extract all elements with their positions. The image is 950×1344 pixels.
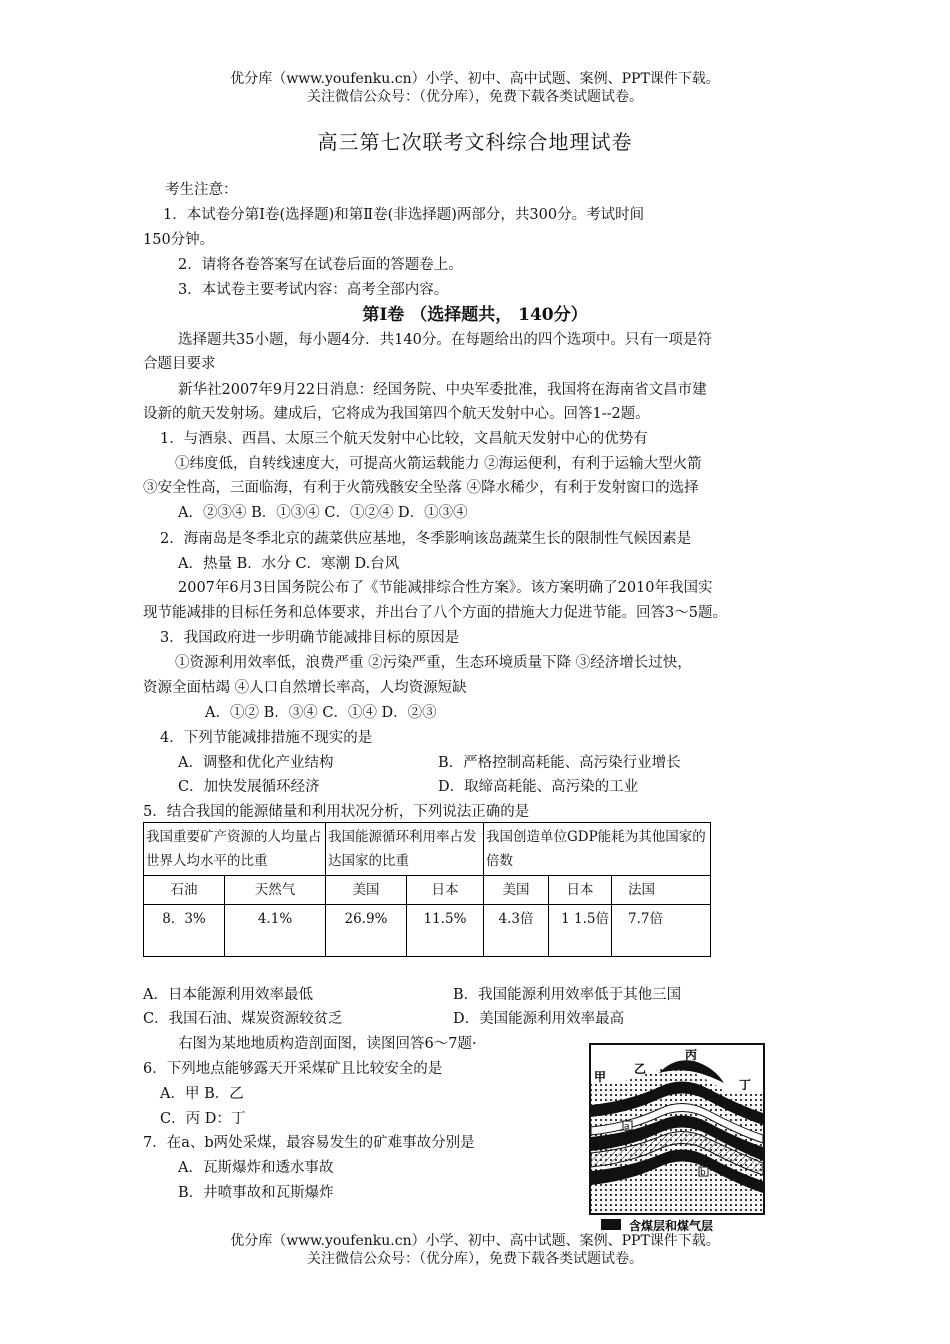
table-row [144, 876, 711, 905]
section-title: 第Ⅰ卷 （选择题共， 140分） [362, 305, 588, 325]
q7-option-a: A．瓦斯爆炸和透水事故 [178, 1160, 334, 1176]
notice-item-2: 2．请将各卷答案写在试卷后面的答题卷上。 [178, 257, 463, 273]
page-title: 高三第七次联考文科综合地理试卷 [317, 130, 633, 154]
table-cell: 4.1% [225, 905, 326, 957]
label-bing: 丙 [685, 1048, 698, 1062]
q6-stem: 6．下列地点能够露天开采煤矿且比较安全的是 [143, 1061, 443, 1077]
q1-stem: 1．与酒泉、西昌、太原三个航天发射中心比较，文昌航天发射中心的优势有 [160, 431, 648, 447]
table-cell: 1 1.5倍 [549, 905, 612, 957]
table-subheader: 天然气 [225, 876, 326, 905]
q3-stem: 3．我国政府进一步明确节能减排目标的原因是 [160, 630, 460, 646]
label-jia: 甲 [594, 1070, 607, 1084]
q7-stem: 7．在a、b两处采煤，最容易发生的矿难事故分别是 [143, 1135, 475, 1151]
table-subheader: 美国 [326, 876, 407, 905]
q1-line1: ①纬度低，自转线速度大，可提高火箭运载能力 ②海运便利，有利于运输大型火箭 [175, 456, 702, 472]
energy-table [143, 822, 711, 957]
q6-options-ab: A．甲 B．乙 [160, 1086, 244, 1102]
table-header-3: 我国创造单位GDP能耗为其他国家的倍数 [484, 823, 711, 876]
q5-option-b: B．我国能源利用效率低于其他三国 [453, 987, 682, 1003]
table-cell: 11.5% [407, 905, 484, 957]
table-subheader: 日本 [549, 876, 612, 905]
q2-options: A．热量 B．水分 C．寒潮 D.台风 [178, 556, 400, 572]
header-line-2: 关注微信公众号：（优分库），免费下载各类试题试卷。 [307, 89, 643, 105]
q5-option-c: C．我国石油、煤炭资源较贫乏 [143, 1011, 343, 1027]
q1-options: A．②③④ B．①③④ C．①②④ D．①③④ [178, 505, 468, 521]
point-b-label: b [700, 1168, 706, 1178]
table-cell: 26.9% [326, 905, 407, 957]
table-cell: 4.3倍 [484, 905, 549, 957]
footer-line-1: 优分库（www.youfenku.cn）小学、初中、高中试题、案例、PPT课件下载。 [230, 1233, 720, 1249]
legend-label: 含煤层和煤气层 [629, 1219, 714, 1233]
table-header-2: 我国能源循环利用率占发达国家的比重 [326, 823, 484, 876]
notice-heading: 考生注意： [165, 182, 238, 198]
q5-option-a: A．日本能源利用效率最低 [143, 987, 313, 1003]
notice-item-1a: 1．本试卷分第Ⅰ卷(选择题)和第Ⅱ卷(非选择题)两部分，共300分。考试时间 [163, 207, 645, 223]
legend-swatch [601, 1219, 621, 1230]
q3-line2: 资源全面枯竭 ④人口自然增长率高，人均资源短缺 [143, 680, 467, 696]
q3-options: A．①② B．③④ C．①④ D．②③ [205, 705, 437, 721]
passage1-a: 新华社2007年9月22日消息：经国务院、中央军委批准，我国将在海南省文昌市建 [178, 382, 707, 398]
q5-option-d: D．美国能源利用效率最高 [453, 1011, 625, 1027]
notice-item-1b: 150分钟。 [143, 232, 215, 248]
table-cell: 8．3% [144, 905, 225, 957]
label-yi: 乙 [634, 1062, 647, 1076]
q4-option-b: B．严格控制高耗能、高污染行业增长 [438, 755, 681, 771]
geology-cross-section-figure [589, 1043, 765, 1237]
notice-item-3: 3．本试卷主要考试内容：高考全部内容。 [178, 282, 449, 298]
table-subheader: 石油 [144, 876, 225, 905]
table-subheader: 美国 [484, 876, 549, 905]
q1-line2: ③安全性高，三面临海，有利于火箭残骸安全坠落 ④降水稀少，有利于发射窗口的选择 [143, 480, 699, 496]
passage2-a: 2007年6月3日国务院公布了《节能减排综合性方案》。该方案明确了2010年我国实 [178, 580, 713, 596]
passage3: 右图为某地地质构造剖面图，读图回答6～7题· [178, 1036, 477, 1052]
q4-option-d: D．取缔高耗能、高污染的工业 [438, 779, 639, 795]
header-line-1: 优分库（www.youfenku.cn）小学、初中、高中试题、案例、PPT课件下载。 [230, 71, 720, 87]
section-desc-a: 选择题共35小题，每小题4分．共140分。在每题给出的四个选项中。只有一项是符 [178, 332, 712, 348]
q7-option-b: B．井喷事故和瓦斯爆炸 [178, 1185, 334, 1201]
q4-option-c: C．加快发展循环经济 [178, 779, 320, 795]
table-subheader: 法国 [612, 876, 711, 905]
q2-stem: 2．海南岛是冬季北京的蔬菜供应基地，冬季影响该岛蔬菜生长的限制性气候因素是 [160, 531, 692, 547]
table-subheader: 日本 [407, 876, 484, 905]
table-row [144, 823, 711, 876]
footer-line-2: 关注微信公众号：（优分库），免费下载各类试题试卷。 [307, 1251, 643, 1267]
point-a-label: a [624, 1122, 630, 1132]
q5-stem: 5．结合我国的能源储量和利用状况分析，下列说法正确的是 [143, 804, 530, 820]
table-cell: 7.7倍 [612, 905, 711, 957]
passage2-b: 现节能减排的目标任务和总体要求，并出台了八个方面的措施大力促进节能。回答3～5题。 [143, 605, 727, 621]
passage1-b: 设新的航天发射场。建成后，它将成为我国第四个航天发射中心。回答1--2题。 [143, 406, 650, 422]
table-row [144, 905, 711, 957]
label-ding: 丁 [739, 1078, 752, 1092]
q4-option-a: A．调整和优化产业结构 [178, 755, 334, 771]
section-desc-b: 合题目要求 [143, 356, 216, 372]
q6-options-cd: C．丙 D：丁 [160, 1111, 246, 1127]
q4-stem: 4．下列节能减排措施不现实的是 [160, 730, 373, 746]
q3-line1: ①资源利用效率低，浪费严重 ②污染严重，生态环境质量下降 ③经济增长过快， [175, 655, 692, 671]
table-header-1: 我国重要矿产资源的人均量占世界人均水平的比重 [144, 823, 326, 876]
